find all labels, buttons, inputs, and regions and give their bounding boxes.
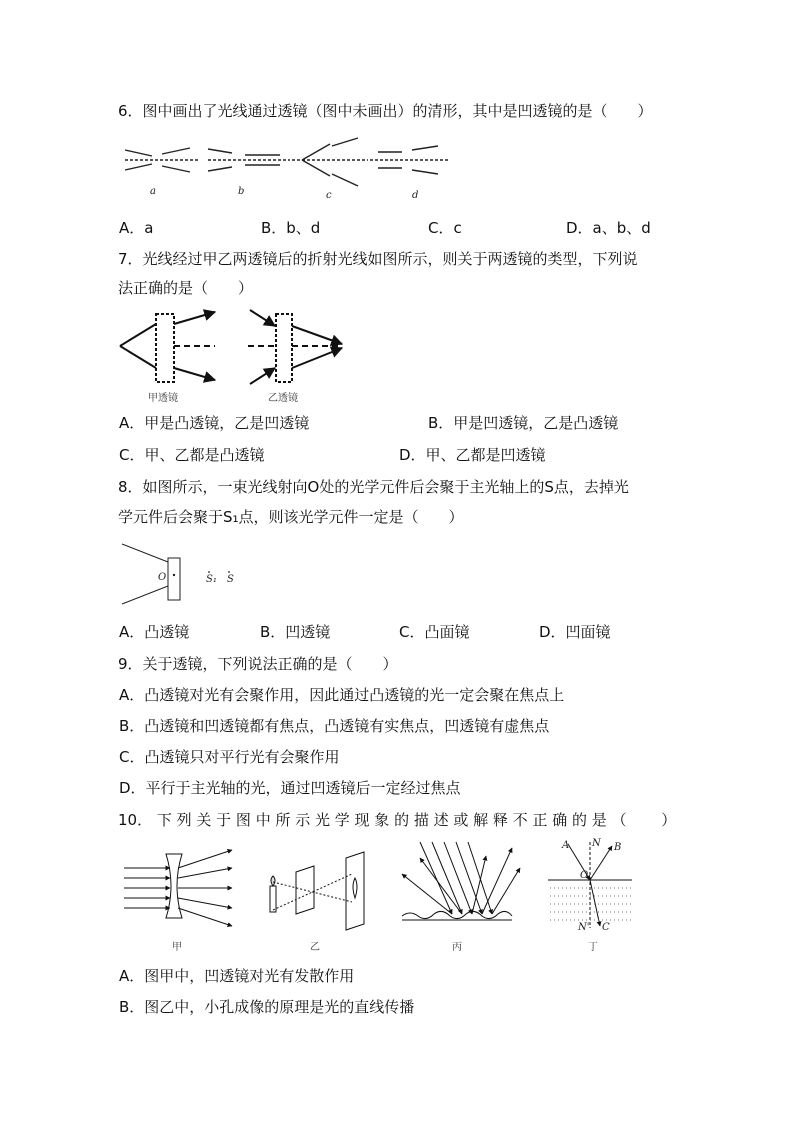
q8-figure — [120, 540, 250, 610]
q8-label-o: O — [158, 572, 167, 583]
q6-option-d[interactable]: D．a、b、d — [566, 219, 651, 237]
q8-option-d[interactable]: D．凹面镜 — [539, 623, 611, 641]
q9-option-b[interactable]: B．凸透镜和凹透镜都有焦点，凸透镜有实焦点，凹透镜有虚焦点 — [119, 717, 550, 735]
q8-option-b[interactable]: B．凹透镜 — [260, 623, 331, 641]
q9-option-a[interactable]: A．凸透镜对光有会聚作用，因此通过凸透镜的光一定会聚在焦点上 — [119, 686, 565, 704]
q8-stem-line1: 8．如图所示，一束光线射向O处的光学元件后会聚于主光轴上的S点，去掉光 — [118, 478, 629, 496]
q8-stem-line2: 学元件后会聚于S₁点，则该光学元件一定是（ ） — [118, 508, 464, 526]
q6-label-b: b — [238, 186, 245, 197]
q10-caption-ding: 丁 — [588, 942, 598, 953]
q7-option-d[interactable]: D．甲、乙都是凹透镜 — [399, 446, 546, 464]
q8-label-s: S — [227, 574, 234, 585]
q8-label-s1: S₁ — [206, 574, 217, 585]
q10-label-n-prime: N' — [578, 922, 590, 933]
q6-label-a: a — [150, 186, 156, 197]
q10-figure-yi — [270, 852, 364, 930]
q10-label-a: A — [562, 840, 570, 851]
q10-figure-bing — [402, 842, 520, 920]
q6-label-d: d — [412, 190, 419, 201]
q7-option-a[interactable]: A．甲是凸透镜，乙是凹透镜 — [119, 414, 310, 432]
q10-figure-jia — [124, 850, 232, 926]
q6-option-a[interactable]: A．a — [119, 219, 154, 237]
q10-label-o: O — [580, 870, 589, 881]
q6-stem: 6．图中画出了光线通过透镜（图中未画出）的清形，其中是凹透镜的是（ ） — [118, 102, 653, 120]
q10-caption-yi: 乙 — [310, 942, 320, 953]
q10-stem: 10． 下 列 关 于 图 中 所 示 光 学 现 象 的 描 述 或 解 释 不 正 确 的 是 （ ） — [118, 811, 677, 829]
q8-option-a[interactable]: A．凸透镜 — [119, 623, 190, 641]
q9-option-d[interactable]: D．平行于主光轴的光，通过凹透镜后一定经过焦点 — [119, 779, 461, 797]
q7-option-c[interactable]: C．甲、乙都是凸透镜 — [119, 446, 265, 464]
q10-figure-ding — [548, 842, 632, 928]
q7-label-jia: 甲透镜 — [148, 393, 178, 404]
q7-figure — [120, 306, 350, 406]
q6-label-c: c — [326, 190, 332, 201]
q10-label-b: B — [614, 842, 622, 853]
q10-caption-bing: 丙 — [452, 942, 462, 953]
q10-figure — [120, 838, 640, 956]
q7-stem-line2: 法正确的是（ ） — [118, 279, 254, 297]
q10-option-a[interactable]: A．图甲中，凹透镜对光有发散作用 — [119, 967, 355, 985]
q6-option-c[interactable]: C．c — [428, 219, 462, 237]
q7-stem-line1: 7．光线经过甲乙两透镜后的折射光线如图所示，则关于两透镜的类型，下列说 — [118, 250, 638, 268]
q10-caption-jia: 甲 — [172, 942, 182, 953]
q7-option-b[interactable]: B．甲是凹透镜，乙是凸透镜 — [428, 414, 619, 432]
q6-option-b[interactable]: B．b、d — [261, 219, 321, 237]
q8-option-c[interactable]: C．凸面镜 — [399, 623, 470, 641]
q6-figure — [120, 136, 455, 206]
q10-option-b[interactable]: B．图乙中，小孔成像的原理是光的直线传播 — [119, 998, 415, 1016]
q9-stem: 9．关于透镜，下列说法正确的是（ ） — [118, 655, 398, 673]
q9-option-c[interactable]: C．凸透镜只对平行光有会聚作用 — [119, 748, 340, 766]
q10-label-c: C — [602, 922, 610, 933]
q7-label-yi: 乙透镜 — [268, 393, 298, 404]
q10-label-n: N — [592, 838, 601, 849]
